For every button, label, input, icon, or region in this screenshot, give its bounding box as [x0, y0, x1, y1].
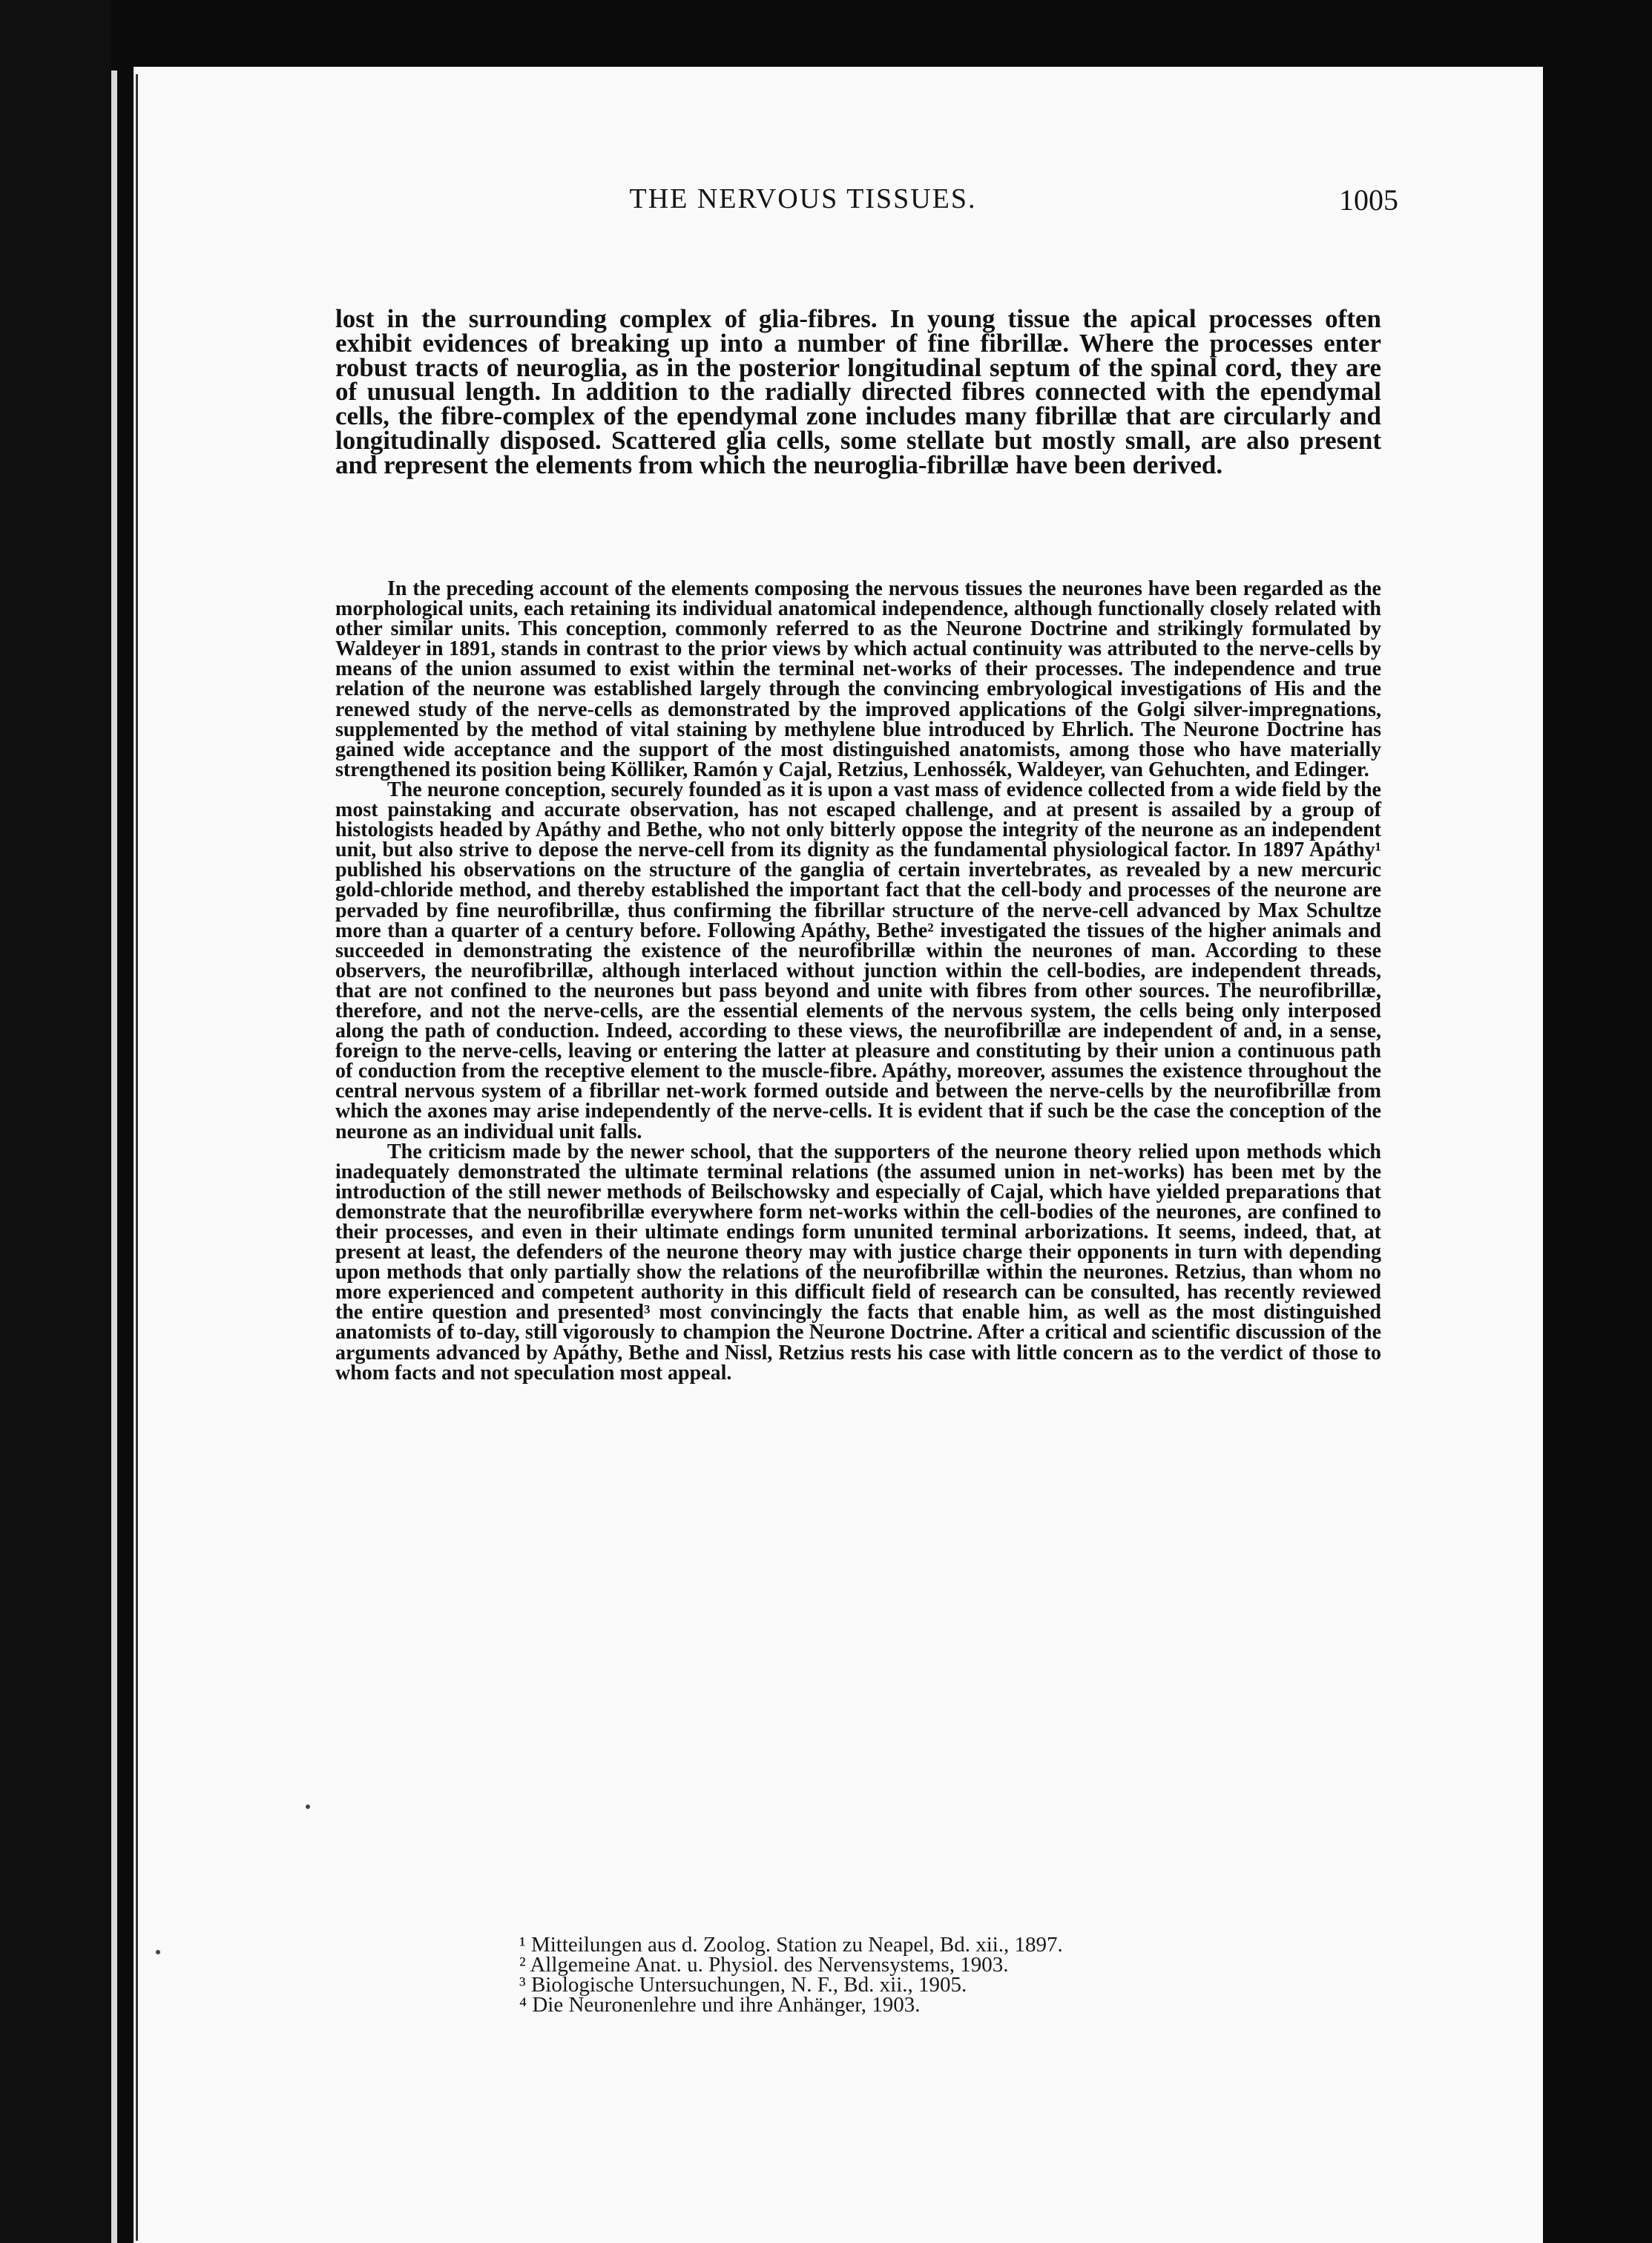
footnotes — [519, 1935, 1335, 2015]
speck — [156, 1950, 160, 1954]
footnote: ⁴ Die Neuronenlehre und ihre Anhänger, 1903. — [519, 1993, 921, 2017]
small-print-section — [335, 579, 1381, 1383]
page-number: 1005 — [1339, 183, 1398, 217]
page-edge — [111, 70, 117, 2243]
speck — [306, 1804, 310, 1809]
running-head: THE NERVOUS TISSUES. — [629, 183, 977, 214]
footnote: ³ Biologische Untersuchungen, N. F., Bd. xii., 1905. — [519, 1973, 967, 1997]
paragraph: In the preceding account of the elements composing the nervous tissues the neurones have been regarded as the morphological units, each retaining its individual anatomical independence, although functionally closely related with other similar units. This conception, commonly referred to as the Neurone Doctrine and strikingly formulated by Waldeyer in 1891, stands in contrast to the prior views by which actual continuity was attributed to the nerve-cells by means of the union assumed to exist within the terminal net-works of their processes. The independence and true relation of the neurone was established largely through the convincing embryological investigations of His and the renewed study of the nerve-cells as demonstrated by the improved applications of the Golgi silver-impregnations, supplemented by the method of vital staining by methylene blue introduced by Ehrlich. The Neurone Doctrine has gained wide acceptance and the support of the most distinguished anatomists, among those who have materially strengthened its position being Kölliker, Ramón y Cajal, Retzius, Lenhossék, Waldeyer, van Gehuchten, and Edinger. — [335, 577, 1381, 781]
binding-shadow — [0, 0, 111, 2243]
gutter-line — [136, 74, 138, 2241]
paragraph-continuation: lost in the surrounding complex of glia-fibres. In young tissue the apical processes often exhibit evidences of breaking up into a number of fine fibrillæ. Where the processes enter robust tracts of neuroglia, as in the posterior longitudinal septum of the spinal cord, they are of unusual length. In addition to the radially directed fibres connected with the ependymal cells, the fibre-complex of the ependymal zone includes many fibrillæ that are circularly and longitudinally disposed. Scattered glia cells, some stellate but mostly small, are also present and represent the elements from which the neuroglia-fibrillæ have been derived. — [335, 304, 1381, 479]
paragraph: The neurone conception, securely founded as it is upon a vast mass of evidence collected from a wide field by the most painstaking and accurate observation, has not escaped challenge, and at present is assailed by a group of histologists headed by Apáthy and Bethe, who not only bitterly oppose the integrity of the neurone as an independent unit, but also strive to depose the nerve-cell from its dignity as the fundamental physiological factor. In 1897 Apáthy¹ published his observations on the structure of the ganglia of certain invertebrates, as revealed by a new mercuric gold-chloride method, and thereby established the important fact that the cell-body and processes of the neurone are pervaded by fine neurofibrillæ, thus confirming the fibrillar structure of the nerve-cell advanced by Max Schultze more than a quarter of a century before. Following Apáthy, Bethe² investigated the tissues of the higher animals and succeeded in demonstrating the existence of the neurofibrillæ within the neurones of man. According to these observers, the neurofibrillæ, although interlaced without junction within the cell-bodies, are independent threads, that are not confined to the neurones but pass beyond and unite with fibres from other sources. The neurofibrillæ, therefore, and not the nerve-cells, are the essential elements of the nervous system, the cells being only interposed along the path of conduction. Indeed, according to these views, the neurofibrillæ are independent of and, in a sense, foreign to the nerve-cells, leaving or entering the latter at pleasure and constituting by their union a continuous path of conduction from the receptive element to the muscle-fibre. Apáthy, moreover, assumes the existence throughout the central nervous system of a fibrillar net-work formed outside and between the nerve-cells by the neurofibrillæ from which the axones may arise independently of the nerve-cells. It is evident that if such be the case the conception of the neurone as an individual unit falls. — [335, 778, 1381, 1143]
paragraph: The criticism made by the newer school, that the supporters of the neurone theory relied upon methods which inadequately demonstrated the ultimate terminal relations (the assumed union in net-works) has been met by the introduction of the still newer methods of Beilschowsky and especially of Cajal, which have yielded preparations that demonstrate that the neurofibrillæ everywhere form net-works within the cell-bodies of the neurones, are confined to their processes, and even in their ultimate endings form ununited terminal arborizations. It seems, indeed, that, at present at least, the defenders of the neurone theory may with justice charge their opponents in turn with depending upon methods that only partially show the relations of the neurofibrillæ within the neurones. Retzius, than whom no more experienced and competent authority in this difficult field of research can be consulted, has recently reviewed the entire question and presented³ most convincingly the facts that enable him, as well as the most distinguished anatomists of to-day, still vigorously to champion the Neurone Doctrine. After a critical and scientific discussion of the arguments advanced by Apáthy, Bethe and Nissl, Retzius rests his case with little concern as to the verdict of those to whom facts and not speculation most appeal. — [335, 1140, 1381, 1385]
page-header — [208, 183, 1398, 227]
footnote: ² Allgemeine Anat. u. Physiol. des Nervensystems, 1903. — [519, 1953, 1009, 1977]
footnote: ¹ Mitteilungen aus d. Zoolog. Station zu Neapel, Bd. xii., 1897. — [519, 1933, 1063, 1957]
